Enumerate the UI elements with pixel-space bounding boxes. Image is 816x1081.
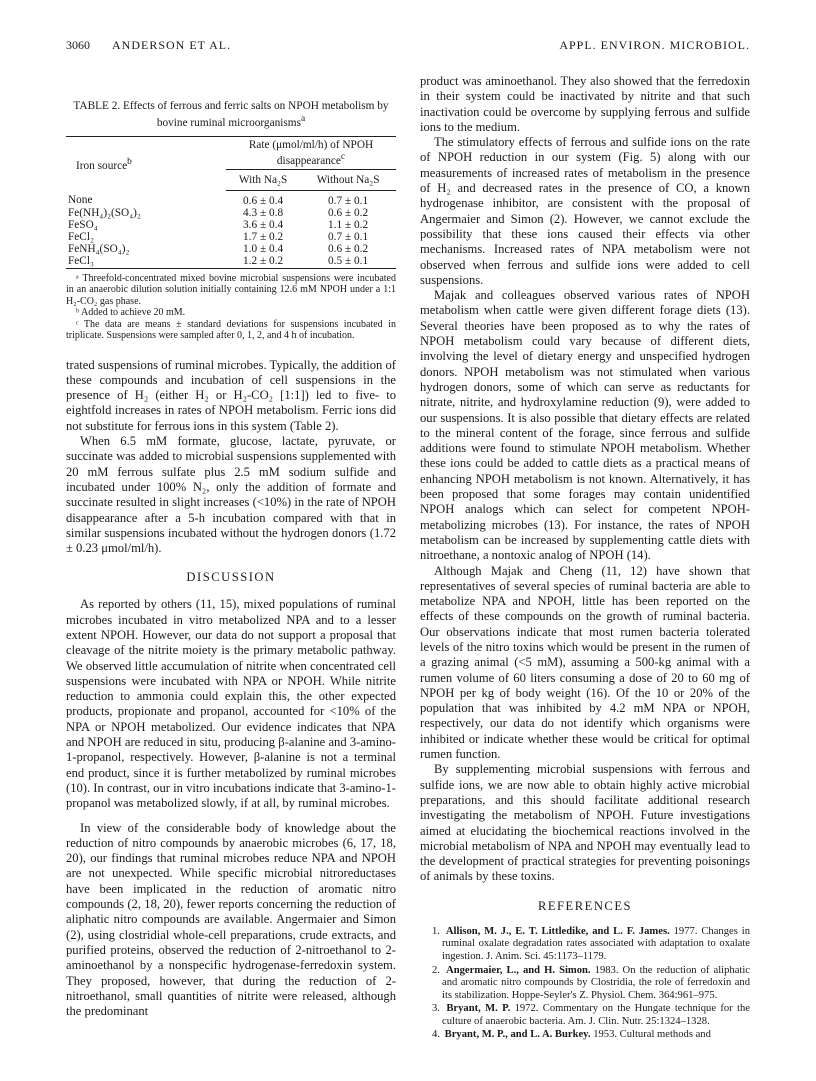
table-row [66,207,396,219]
reference-number: 4. [432,1029,440,1041]
paragraph: trated suspensions of ruminal microbes. Typically, the addition of these compounds and incubation of cell suspensions in the presence of H₂ (either H₂ or H₂-CO₂ [1:1]) led to five- to eightfold increases in rates of NPOH metabolism. Ferric ions did not substitute for ferrous ions in this system (Table 2). [66,357,396,433]
cell-iron-source: Fe(NH₄)₂(SO₄)₂ [68,206,141,219]
cell-with-na2s: 1.7 ± 0.2 [243,230,284,243]
cell-without-na2s: 0.6 ± 0.2 [328,206,369,219]
references-heading: REFERENCES [537,898,633,913]
cell-with-na2s: 3.6 ± 0.4 [243,218,284,231]
table-row [66,231,396,243]
cell-without-na2s: 0.7 ± 0.1 [328,230,369,243]
cell-without-na2s: 0.6 ± 0.2 [328,242,369,255]
paragraph: In view of the considerable body of knowledge about the reduction of nitro compounds by anaerobic microbes (6, 17, 18, 20), our findings that ruminal microbes reduce NPA and NPOH are not unexpected. While specific microbial nitroreductases have been implicated in the reduction of aromatic nitro compounds (2, 18, 20), fewer reports concerning the reduction of aliphatic nitro compounds are available. Angermaier and Simon (2), using clostridial whole-cell preparations, crude extracts, and purified proteins, observed the reduction of 2-nitroethanol to 2-aminoethanol by a nonspecific hydrogenase-ferredoxin system. They proposed, however, that during the reduction of 2-nitroethanol, small quantities of nitrite were released, although the predominant [66,820,396,1019]
cell-iron-source: FeSO₄ [68,218,98,231]
cell-iron-source: None [68,194,93,207]
paragraph: By supplementing microbial suspensions with ferrous and sulfide ions, we are now able to obtain highly active microbial preparations, and this should facilitate additional research investigating the metabolism of NPOH. Future investigations aimed at elucidating the biochemical reactions involved in the microbial metabolism of NPA and NPOH may eventually lead to the development of practical strategies for preventing poisonings of animals by these toxins. [420,762,750,884]
cell-with-na2s: 4.3 ± 0.8 [243,206,284,219]
reference-text: 1977. Changes in ruminal oxalate degradation rates associated with adaptation to oxalate ingestion. J. Anim. Sci. 45:1173–1179. [442,925,750,962]
references-list [420,926,750,1042]
running-journal: APPL. ENVIRON. MICROBIOL. [559,38,750,52]
paragraph: The stimulatory effects of ferrous and sulfide ions on the rate of NPOH reduction in our system (Fig. 5) along with our measurements of increased rates of metabolism in the presence of H₂ and decreased rates in the presence of CO, a known hydrogenase inhibitor, are consistent with the proposal of Angermaier and Simon (2). However, we cannot exclude the possibility that these ions caused their effects via other mechanisms. Increased rates of NPA metabolism were not observed when ferrous and sulfide ions were added to cell suspensions. [420,135,750,287]
iron-source-table [66,136,396,269]
paragraph: Majak and colleagues observed various rates of NPOH metabolism when cattle were given different forage diets (13). Several theories have been proposed as to why the rates of NPOH metabolism could vary because of different diets, involving the level of dietary energy and unspecified hydrogen donors. NPOH metabolism was not stimulated when various hydrogen donors, some of which can serve as reductants for nitrate, nitrite, and hydroxylamine reduction (9), were added to our suspensions. It is also possible that dietary effects are related to the mineral content of the forage, since ferrous and sulfide additions were found to stimulate NPOH metabolism. Whether these ions could be added to cattle diets as a practical means of enhancing NPOH metabolism is not known. Alternatively, it has been proposed that some forages may contain unidentified NPOH analogs which can select for competent NPOH-metabolizing microbes (13). For instance, the rates of NPOH metabolism can be increased by supplementing cattle diets with nitroethane, a nontoxic analog of NPOH (14). [420,288,750,563]
cell-iron-source: FeCl₂ [68,230,94,243]
cell-iron-source: FeCl₃ [66,255,226,269]
results-text [66,358,396,557]
reference-text: 1953. Cultural methods and [590,1029,711,1041]
reference-number: 2. [432,964,440,976]
cell-with-na2s: 0.6 ± 0.4 [243,194,284,207]
reference-authors: Bryant, M. P., and L. A. Burkey. [444,1029,591,1041]
col-header-iron-source: Iron source$^b$ [76,156,132,172]
reference-text: 1972. Commentary on the Hungate technique for the culture of anaerobic bacteria. Am. J. Clin. Nutr. 25:1324–1328. [442,1003,750,1027]
cell-without-na2s: 0.5 ± 0.1 [300,255,396,269]
table-row [66,243,396,255]
reference-item [420,926,750,964]
table-row [66,255,396,269]
left-column [66,74,396,1019]
paragraph: Although Majak and Cheng (11, 12) have shown that representatives of several species of ruminal bacteria are able to metabolize NPA and NPOH, little has been reported on the effects of these compounds on the growth of ruminal bacteria. Our observations indicate that most rumen bacteria tolerated levels of the nitro toxins which would be present in the rumen of a grazing animal (<5 mM), assuming a 500-kg animal with a rumen volume of 60 liters consuming a dose of 20 to 60 mg of NPOH per kg of body weight (16). Of the 10 or 20% of the population that was inhibited by 4.2 mM NPA or NPOH, respectively, our data do not identify which organisms were inhibited or indicate whether these would be critical for optimal rumen function. [420,563,750,762]
reference-number: 3. [432,1003,440,1015]
right-column [420,74,750,1043]
cell-without-na2s: 1.1 ± 0.2 [328,218,369,231]
reference-item [420,1003,750,1028]
running-header [0,38,816,54]
table-row [66,219,396,231]
col-header-rate: Rate (μmol/ml/h) of NPOH disappearance$^c$ [226,137,396,169]
reference-authors: Bryant, M. P. [446,1003,511,1015]
reference-authors: Angermaier, L., and H. Simon. [446,964,591,976]
footnote-a: ᵃ Threefold-concentrated mixed bovine microbial suspensions were incubated in an anaerobic dilution solution initially containing 12.6 mM NPOH under a 1:1 H₂-CO₂ gas phase. [66,272,396,307]
discussion-continued [420,74,750,885]
table-row [66,190,396,207]
cell-iron-source: FeNH₄(SO₄)₂ [68,242,130,255]
footnote-c: ᶜ The data are means ± standard deviations for suspensions incubated in triplicate. Suspensions were sampled after 0, 1, 2, and 4 h of incubation. [66,318,396,342]
reference-authors: Allison, M. J., E. T. Littledike, and L. F. James. [445,925,670,937]
footnote-b: ᵇ Added to achieve 20 mM. [76,307,186,319]
page-number: 3060 [66,38,90,52]
cell-without-na2s: 0.7 ± 0.1 [328,194,369,207]
paragraph: When 6.5 mM formate, glucose, lactate, pyruvate, or succinate was added to microbial suspensions supplemented with 20 mM ferrous sulfate plus 2.5 mM sodium sulfide and incubated under 100% N₂, only the addition of formate and succinate resulted in slight increases (<10%) in the rate of NPOH disappearance after a 5-h incubation compared with that in similar suspensions incubated without the hydrogen donors (1.72 ± 0.23 μmol/ml/h). [66,434,396,556]
col-header-with-na2s: With Na₂S [226,169,300,190]
cell-with-na2s: 1.0 ± 0.4 [243,242,284,255]
reference-number: 1. [432,925,440,937]
col-header-without-na2s: Without Na₂S [300,169,396,190]
reference-item [420,1029,750,1042]
reference-text: 1983. On the reduction of aliphatic and aromatic nitro compounds by Clostridia, the role of ferredoxin and its stabilization. Hoppe-Seyler's Z. Physiol. Chem. 364:961–975. [442,964,751,1001]
table-caption: TABLE 2. Effects of ferrous and ferric salts on NPOH metabolism by bovine ruminal microorganisms$^a$ [73,100,389,129]
reference-item [420,965,750,1003]
table-footnotes [66,273,396,342]
discussion-heading: DISCUSSION [186,570,276,585]
paragraph: product was aminoethanol. They also showed that the ferredoxin in their system could be inactivated by nitrite and that such inactivation could be overcome by supplying ferrous and sulfide ions to the medium. [420,74,750,134]
discussion-text [66,597,396,1019]
paragraph: As reported by others (11, 15), mixed populations of ruminal microbes incubated in vitro metabolized NPA and to a lesser extent NPOH. However, our data do not support a proposal that cleavage of the nitrite moiety is the primary metabolic pathway. We observed little accumulation of nitrite when concentrated cell suspensions were incubated with NPA or NPOH. While nitrite reduction to ammonia could explain this, the other expected products, propionate and propanol, accounted for <10% of the NPA or NPOH metabolized. Our evidence indicates that NPA and NPOH are reduced in situ, producing β-alanine and 3-amino-1-propanol, respectively. However, β-alanine is not a terminal end product, since it is further metabolized by ruminal microbes (10). In contrast, our in vitro incubations indicate that 3-amino-1-propanol was metabolized slowly, if at all, by ruminal microbes. [66,597,396,811]
running-authors: ANDERSON ET AL. [112,38,232,52]
cell-with-na2s: 1.2 ± 0.2 [226,255,300,269]
